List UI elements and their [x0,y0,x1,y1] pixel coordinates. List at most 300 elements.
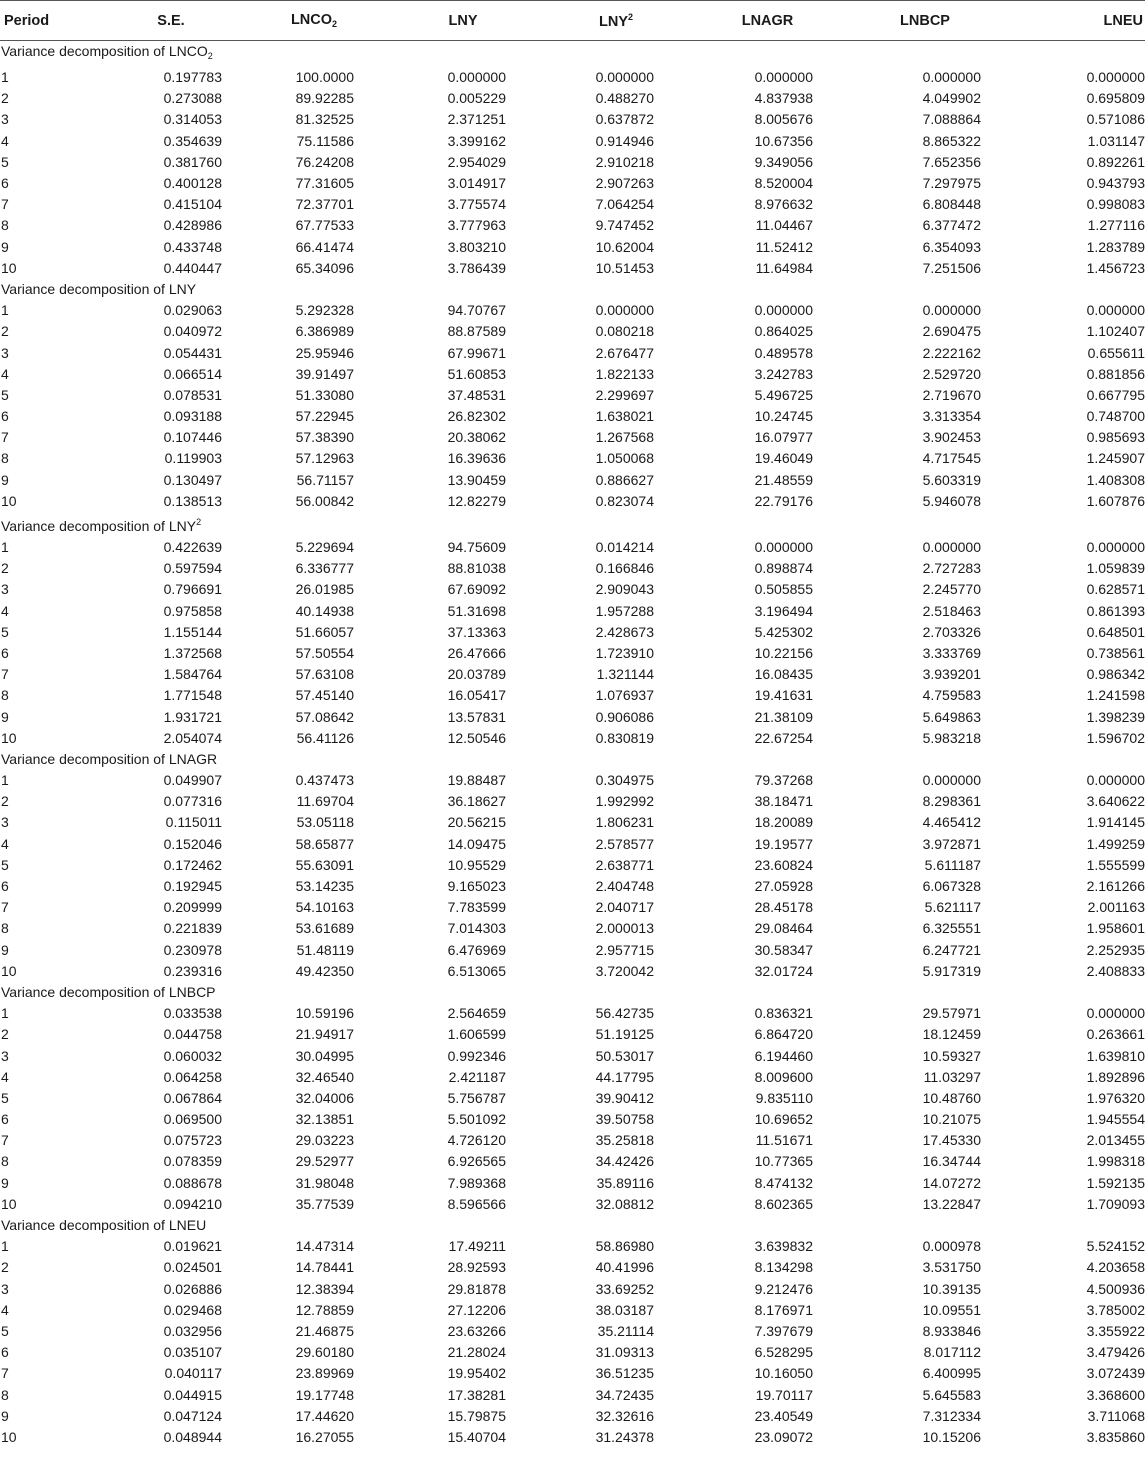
cell-lny: 19.95402 [447,1365,506,1382]
cell-lnco2: 17.44620 [295,1407,354,1424]
cell-se: 0.075723 [163,1132,222,1149]
cell-lnagr: 6.864720 [754,1026,813,1043]
cell-period: 9 [1,941,9,958]
cell-period: 2 [1,1259,9,1276]
table-row [0,791,1145,812]
section-heading-row [0,41,1145,68]
cell-period: 10 [1,1195,17,1212]
cell-lny: 14.09475 [447,835,506,852]
cell-lny2: 0.823074 [595,492,654,509]
cell-lny: 2.954029 [447,153,506,170]
cell-se: 0.066514 [163,365,222,382]
cell-lny2: 1.638021 [595,408,654,425]
table-row [0,406,1145,427]
table-row [0,601,1145,622]
cell-se: 1.771548 [163,687,222,704]
table-row [0,194,1145,215]
cell-lneu: 0.571086 [1086,111,1145,128]
cell-lnagr: 27.05928 [754,878,813,895]
section-title-text: Variance decomposition of LNAGR [1,750,218,767]
cell-lnbcp: 17.45330 [922,1132,981,1149]
cell-lnbcp: 3.313354 [922,408,981,425]
cell-lny: 6.513065 [447,962,506,979]
table-row [0,1024,1145,1045]
section-title-text: Variance decomposition of LNY [1,517,197,534]
table-row [0,685,1145,706]
cell-lnagr: 18.20089 [754,814,813,831]
cell-lny: 12.82279 [447,492,506,509]
header-se: S.E. [100,1,242,41]
cell-period: 8 [1,217,9,234]
cell-se: 0.400128 [163,175,222,192]
cell-lneu: 0.000000 [1086,772,1145,789]
cell-se: 0.239316 [163,962,222,979]
table-row [0,258,1145,279]
cell-period: 4 [1,1301,9,1318]
cell-lny2: 2.957715 [595,941,654,958]
section-title [0,749,1145,770]
cell-period: 4 [1,132,9,149]
cell-lneu: 1.596702 [1086,729,1145,746]
cell-period: 9 [1,471,9,488]
cell-lny2: 1.992992 [595,793,654,810]
cell-lnbcp: 0.000000 [922,539,981,556]
cell-lnagr: 11.04467 [755,217,813,234]
cell-lnco2: 57.63108 [295,666,354,683]
table-row [0,558,1145,579]
table-row [0,1109,1145,1130]
cell-lny2: 2.040717 [595,899,654,916]
table-row [0,1406,1145,1427]
cell-lnagr: 16.07977 [754,429,813,446]
cell-lnbcp: 16.34744 [922,1153,981,1170]
cell-se: 0.047124 [163,1407,222,1424]
cell-se: 0.152046 [163,835,222,852]
cell-lny2: 36.51235 [595,1365,654,1382]
table-row [0,300,1145,321]
cell-period: 2 [1,560,9,577]
cell-se: 0.094210 [163,1195,222,1212]
cell-lnbcp: 7.652356 [922,153,981,170]
cell-lnagr: 0.505855 [754,581,813,598]
cell-lneu: 0.000000 [1086,1005,1145,1022]
cell-period: 2 [1,1026,9,1043]
cell-lnagr: 32.01724 [754,962,813,979]
cell-period: 6 [1,408,9,425]
cell-period: 6 [1,1111,9,1128]
cell-lnagr: 8.134298 [754,1259,813,1276]
cell-lnagr: 9.835110 [755,1089,813,1106]
cell-period: 1 [1,539,9,556]
cell-se: 0.107446 [163,429,222,446]
cell-lnco2: 12.38394 [295,1280,354,1297]
cell-period: 4 [1,602,9,619]
cell-lnbcp: 0.000000 [922,302,981,319]
cell-lneu: 0.861393 [1086,602,1145,619]
cell-lnbcp: 7.297975 [922,175,981,192]
cell-lny2: 0.080218 [595,323,654,340]
cell-lny2: 39.90412 [595,1089,654,1106]
cell-lny: 37.13363 [447,623,506,640]
section-title [0,41,1145,68]
cell-lny: 3.777963 [447,217,506,234]
cell-lny2: 2.404748 [595,878,654,895]
cell-lnbcp: 7.251506 [922,259,981,276]
cell-lneu: 1.592135 [1086,1174,1145,1191]
cell-se: 0.221839 [163,920,222,937]
cell-lny2: 0.166846 [595,560,654,577]
table-row [0,470,1145,491]
cell-lnagr: 19.46049 [754,450,813,467]
table-row [0,1363,1145,1384]
cell-se: 0.064258 [163,1068,222,1085]
cell-lnbcp: 6.325551 [922,920,981,937]
cell-lny: 8.596566 [447,1195,506,1212]
cell-lny2: 1.822133 [595,365,654,382]
cell-lny2: 7.064254 [595,196,654,213]
cell-period: 7 [1,196,9,213]
cell-lnbcp: 5.645583 [922,1386,981,1403]
cell-lnbcp: 7.312334 [922,1407,981,1424]
cell-lneu: 1.639810 [1086,1047,1145,1064]
cell-lny: 13.90459 [447,471,506,488]
table-row [0,215,1145,236]
cell-lnco2: 19.17748 [295,1386,354,1403]
cell-lnco2: 26.01985 [295,581,354,598]
header-lny2: LNY$^2$ [540,1,692,41]
cell-period: 10 [1,962,17,979]
cell-lny2: 10.62004 [595,238,654,255]
table-row [0,770,1145,791]
cell-lny2: 35.21114 [597,1322,654,1339]
cell-lneu: 1.958601 [1086,920,1145,937]
cell-lnbcp: 8.298361 [922,793,981,810]
cell-lnco2: 58.65877 [295,835,354,852]
cell-lnco2: 89.92285 [295,90,354,107]
cell-lnagr: 8.602365 [754,1195,813,1212]
section-heading-row [0,512,1145,537]
cell-lnco2: 32.13851 [295,1111,354,1128]
cell-se: 0.119903 [164,450,222,467]
cell-lneu: 1.607876 [1086,492,1145,509]
cell-lny2: 0.000000 [595,69,654,86]
table-row [0,1384,1145,1405]
cell-se: 0.029468 [163,1301,222,1318]
cell-lny: 28.92593 [447,1259,506,1276]
section-title-text: Variance decomposition of LNCO [1,43,208,59]
cell-lneu: 2.013455 [1086,1132,1145,1149]
header-lnagr: LNAGR [692,1,843,41]
cell-period: 6 [1,878,9,895]
cell-lnagr: 8.474132 [754,1174,813,1191]
cell-period: 9 [1,708,9,725]
cell-lnbcp: 2.518463 [922,602,981,619]
cell-lnco2: 57.38390 [295,429,354,446]
cell-lnagr: 10.77365 [754,1153,813,1170]
table-row [0,1151,1145,1172]
cell-lneu: 1.059839 [1086,560,1145,577]
cell-lneu: 0.000000 [1086,539,1145,556]
cell-period: 10 [1,259,17,276]
cell-lnco2: 81.32525 [295,111,354,128]
table-row [0,579,1145,600]
cell-lnco2: 53.05118 [296,814,354,831]
cell-lnbcp: 10.59327 [922,1047,981,1064]
cell-lnagr: 8.520004 [754,175,813,192]
cell-lnco2: 30.04995 [295,1047,354,1064]
cell-lneu: 0.738561 [1086,644,1145,661]
cell-lny: 3.399162 [447,132,506,149]
table-row [0,855,1145,876]
cell-se: 1.155144 [163,623,222,640]
cell-lnbcp: 6.377472 [922,217,981,234]
cell-lnbcp: 8.865322 [922,132,981,149]
cell-lny: 7.783599 [447,899,506,916]
cell-lny2: 32.32616 [595,1407,654,1424]
cell-se: 0.130497 [163,471,222,488]
section-title-text: Variance decomposition of LNEU [1,1217,207,1234]
cell-lny: 3.786439 [447,259,506,276]
cell-lneu: 0.986342 [1086,666,1145,683]
cell-lny: 4.726120 [447,1132,506,1149]
cell-lneu: 2.408833 [1086,962,1145,979]
table-row [0,1257,1145,1278]
cell-se: 0.044758 [163,1026,222,1043]
cell-lny: 16.05417 [447,687,506,704]
table-row [0,1067,1145,1088]
cell-lnbcp: 10.15206 [922,1428,981,1445]
cell-lnbcp: 4.759583 [922,687,981,704]
cell-lnagr: 0.489578 [754,344,813,361]
cell-period: 1 [1,1005,9,1022]
cell-lny2: 31.24378 [595,1428,654,1445]
cell-lny: 7.989368 [447,1174,506,1191]
cell-period: 5 [1,1322,9,1339]
cell-lnco2: 25.95946 [295,344,354,361]
cell-lnbcp: 5.983218 [922,729,981,746]
cell-lneu: 1.245907 [1086,450,1145,467]
cell-lneu: 3.785002 [1086,1301,1145,1318]
cell-lneu: 1.398239 [1086,708,1145,725]
cell-lneu: 1.998318 [1086,1153,1145,1170]
cell-lny2: 2.578577 [595,835,654,852]
cell-se: 2.054074 [163,729,222,746]
table-row [0,237,1145,258]
section-title [0,982,1145,1003]
cell-lnco2: 5.229694 [295,539,354,556]
cell-lny: 37.48531 [447,386,506,403]
cell-lnco2: 16.27055 [295,1428,354,1445]
cell-lneu: 1.709093 [1086,1195,1145,1212]
cell-lnagr: 21.48559 [754,471,813,488]
cell-se: 0.597594 [163,560,222,577]
cell-lnagr: 11.64984 [755,259,813,276]
cell-lnagr: 19.19577 [754,835,813,852]
cell-lnbcp: 5.611187 [924,856,981,873]
cell-se: 0.433748 [163,238,222,255]
cell-lneu: 1.976320 [1086,1089,1145,1106]
cell-lnco2: 29.60180 [295,1344,354,1361]
cell-lnco2: 77.31605 [295,175,354,192]
cell-lnbcp: 10.48760 [922,1089,981,1106]
cell-lny: 88.87589 [447,323,506,340]
cell-lneu: 0.648501 [1086,623,1145,640]
cell-period: 9 [1,1174,9,1191]
cell-lnbcp: 3.333769 [922,644,981,661]
cell-lnagr: 19.70117 [755,1386,813,1403]
table-row [0,131,1145,152]
cell-se: 0.273088 [163,90,222,107]
cell-lny2: 39.50758 [595,1111,654,1128]
cell-period: 2 [1,793,9,810]
cell-period: 3 [1,581,9,598]
cell-lnagr: 38.18471 [754,793,813,810]
cell-lny: 3.803210 [447,238,506,255]
cell-lnco2: 5.292328 [295,302,354,319]
cell-lnbcp: 5.917319 [922,962,981,979]
cell-lny2: 2.000013 [595,920,654,937]
cell-lny2: 1.806231 [595,814,654,831]
cell-lneu: 1.241598 [1086,687,1145,704]
cell-lny2: 0.914946 [595,132,654,149]
cell-period: 3 [1,1047,9,1064]
cell-lnbcp: 10.09551 [922,1301,981,1318]
cell-lnco2: 66.41474 [295,238,354,255]
cell-lnbcp: 3.531750 [922,1259,981,1276]
cell-lnbcp: 5.649863 [922,708,981,725]
cell-lnagr: 10.67356 [754,132,813,149]
cell-lny: 26.82302 [447,408,506,425]
cell-lnagr: 3.639832 [754,1238,813,1255]
cell-lnagr: 3.196494 [754,602,813,619]
table-row [0,1045,1145,1066]
cell-period: 9 [1,238,9,255]
cell-lny2: 1.723910 [595,644,654,661]
cell-se: 0.192945 [163,878,222,895]
cell-lny2: 35.89116 [596,1174,654,1191]
cell-lnagr: 29.08464 [754,920,813,937]
cell-se: 0.138513 [163,492,222,509]
table-row [0,664,1145,685]
table-row [0,706,1145,727]
cell-lnagr: 0.000000 [754,69,813,86]
cell-lnco2: 51.33080 [295,386,354,403]
cell-lnco2: 76.24208 [295,153,354,170]
table-row [0,88,1145,109]
cell-lnagr: 16.08435 [754,666,813,683]
cell-lny2: 50.53017 [595,1047,654,1064]
cell-lnagr: 7.397679 [754,1322,813,1339]
cell-lnco2: 23.89969 [295,1365,354,1382]
table-row [0,385,1145,406]
cell-lnagr: 5.496725 [754,386,813,403]
cell-lneu: 4.500936 [1086,1280,1145,1297]
cell-lny: 29.81878 [447,1280,506,1297]
cell-lny2: 1.321144 [596,666,654,683]
table-row [0,897,1145,918]
cell-lny2: 51.19125 [595,1026,654,1043]
cell-se: 0.069500 [163,1111,222,1128]
cell-lny: 36.18627 [447,793,506,810]
cell-lnagr: 6.528295 [754,1344,813,1361]
cell-lnco2: 51.66057 [295,623,354,640]
cell-lnagr: 8.009600 [754,1068,813,1085]
table-row [0,321,1145,342]
table-row [0,109,1145,130]
cell-period: 5 [1,386,9,403]
cell-lnagr: 22.79176 [754,492,813,509]
cell-lneu: 0.000000 [1086,302,1145,319]
cell-lny: 17.49211 [448,1238,506,1255]
cell-se: 0.077316 [163,793,222,810]
cell-lneu: 1.499259 [1086,835,1145,852]
cell-lnbcp: 0.000000 [922,772,981,789]
cell-se: 0.440447 [163,259,222,276]
cell-lnbcp: 2.222162 [922,344,981,361]
table-row [0,1236,1145,1257]
section-heading-row [0,749,1145,770]
cell-lnagr: 4.837938 [754,90,813,107]
cell-lnco2: 55.63091 [295,856,354,873]
cell-period: 8 [1,1386,9,1403]
cell-lnco2: 51.48119 [296,941,354,958]
cell-se: 0.019621 [163,1238,222,1255]
cell-lnco2: 0.437473 [295,772,354,789]
cell-se: 0.044915 [163,1386,222,1403]
cell-se: 0.172462 [163,856,222,873]
cell-lnagr: 28.45178 [754,899,813,916]
cell-lny2: 3.720042 [595,962,654,979]
table-row [0,1321,1145,1342]
cell-lny2: 0.488270 [595,90,654,107]
cell-lny: 21.28024 [447,1344,506,1361]
cell-lny2: 2.907263 [595,175,654,192]
cell-period: 6 [1,644,9,661]
cell-se: 1.372568 [163,644,222,661]
cell-lnbcp: 29.57971 [922,1005,981,1022]
cell-lnagr: 11.52412 [755,238,813,255]
cell-lnbcp: 14.07272 [922,1174,981,1191]
cell-lny: 2.564659 [447,1005,506,1022]
cell-lny2: 56.42735 [595,1005,654,1022]
cell-lnagr: 10.22156 [754,644,813,661]
cell-lny: 20.03789 [447,666,506,683]
cell-lny: 51.60853 [447,365,506,382]
cell-lneu: 1.031147 [1087,132,1145,149]
table-row [0,67,1145,88]
cell-lny: 2.421187 [448,1068,506,1085]
table-row [0,940,1145,961]
cell-se: 0.088678 [163,1174,222,1191]
cell-lnco2: 40.14938 [295,602,354,619]
cell-se: 0.024501 [163,1259,222,1276]
cell-lny2: 0.637872 [595,111,654,128]
cell-lneu: 1.892896 [1086,1068,1145,1085]
cell-lnco2: 75.11586 [296,132,354,149]
cell-lny: 0.005229 [447,90,506,107]
cell-lnagr: 8.176971 [754,1301,813,1318]
cell-lny2: 34.42426 [595,1153,654,1170]
cell-lneu: 1.456723 [1086,259,1145,276]
cell-period: 7 [1,666,9,683]
table-row [0,1130,1145,1151]
cell-period: 10 [1,729,17,746]
cell-lnco2: 56.00842 [295,492,354,509]
cell-se: 0.048944 [163,1428,222,1445]
cell-lneu: 0.695809 [1086,90,1145,107]
cell-lnco2: 39.91497 [295,365,354,382]
cell-lny: 3.775574 [447,196,506,213]
